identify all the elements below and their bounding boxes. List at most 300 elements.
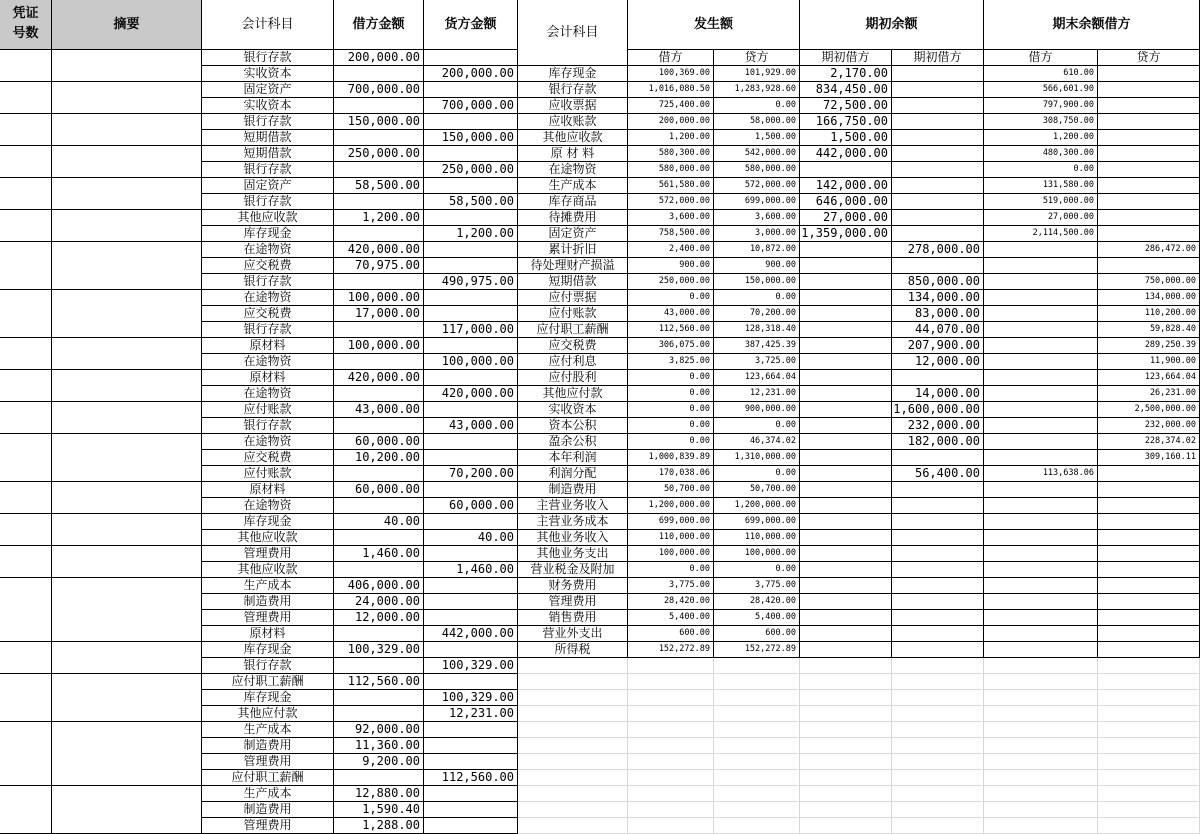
closing-credit-cell[interactable]: 11,900.00 bbox=[1098, 354, 1200, 370]
occ-credit-cell[interactable]: 0.00 bbox=[714, 562, 800, 578]
closing-debit-cell[interactable] bbox=[984, 546, 1098, 562]
left-account-cell[interactable]: 应交税费 bbox=[202, 258, 334, 274]
occ-credit-cell[interactable]: 542,000.00 bbox=[714, 146, 800, 162]
opening-debit-cell[interactable] bbox=[800, 642, 892, 658]
left-debit-cell[interactable]: 58,500.00 bbox=[334, 178, 424, 194]
right-account-cell[interactable]: 营业税金及附加 bbox=[518, 562, 628, 578]
opening-debit-cell[interactable] bbox=[800, 242, 892, 258]
right-account-cell[interactable]: 应付股利 bbox=[518, 370, 628, 386]
left-credit-cell[interactable]: 420,000.00 bbox=[424, 386, 518, 402]
left-account-cell[interactable]: 管理费用 bbox=[202, 610, 334, 626]
closing-debit-cell[interactable] bbox=[984, 274, 1098, 290]
closing-debit-cell[interactable] bbox=[984, 450, 1098, 466]
left-debit-cell[interactable] bbox=[334, 498, 424, 514]
left-credit-cell[interactable] bbox=[424, 210, 518, 226]
voucher-no-cell[interactable] bbox=[0, 578, 52, 642]
empty-cell[interactable] bbox=[518, 706, 628, 722]
summary-cell[interactable] bbox=[52, 578, 202, 642]
closing-debit-cell[interactable] bbox=[984, 610, 1098, 626]
opening-debit-cell[interactable]: 442,000.00 bbox=[800, 146, 892, 162]
occ-credit-cell[interactable]: 699,000.00 bbox=[714, 194, 800, 210]
left-debit-cell[interactable]: 40.00 bbox=[334, 514, 424, 530]
empty-cell[interactable] bbox=[1098, 722, 1200, 738]
closing-credit-cell[interactable]: 750,000.00 bbox=[1098, 274, 1200, 290]
voucher-no-cell[interactable] bbox=[0, 546, 52, 578]
left-credit-cell[interactable] bbox=[424, 178, 518, 194]
occ-credit-cell[interactable]: 0.00 bbox=[714, 98, 800, 114]
empty-cell[interactable] bbox=[892, 722, 984, 738]
occ-credit-cell[interactable]: 152,272.89 bbox=[714, 642, 800, 658]
left-debit-cell[interactable]: 420,000.00 bbox=[334, 370, 424, 386]
closing-credit-cell[interactable] bbox=[1098, 210, 1200, 226]
occ-debit-cell[interactable]: 0.00 bbox=[628, 562, 714, 578]
left-credit-cell[interactable] bbox=[424, 450, 518, 466]
opening-debit-cell[interactable]: 72,500.00 bbox=[800, 98, 892, 114]
left-account-cell[interactable]: 库存现金 bbox=[202, 642, 334, 658]
closing-debit-cell[interactable]: 308,750.00 bbox=[984, 114, 1098, 130]
summary-cell[interactable] bbox=[52, 210, 202, 242]
closing-debit-cell[interactable]: 27,000.00 bbox=[984, 210, 1098, 226]
empty-cell[interactable] bbox=[800, 770, 892, 786]
opening-credit-cell[interactable]: 207,900.00 bbox=[892, 338, 984, 354]
opening-credit-cell[interactable] bbox=[892, 578, 984, 594]
empty-cell[interactable] bbox=[1098, 690, 1200, 706]
occ-credit-cell[interactable]: 46,374.02 bbox=[714, 434, 800, 450]
closing-credit-cell[interactable]: 123,664.04 bbox=[1098, 370, 1200, 386]
closing-debit-cell[interactable] bbox=[984, 242, 1098, 258]
summary-cell[interactable] bbox=[52, 50, 202, 82]
empty-cell[interactable] bbox=[892, 802, 984, 818]
voucher-no-cell[interactable] bbox=[0, 434, 52, 482]
right-account-cell[interactable]: 待摊费用 bbox=[518, 210, 628, 226]
summary-cell[interactable] bbox=[52, 546, 202, 578]
left-debit-cell[interactable] bbox=[334, 706, 424, 722]
left-account-cell[interactable]: 应交税费 bbox=[202, 450, 334, 466]
left-credit-cell[interactable] bbox=[424, 594, 518, 610]
left-debit-cell[interactable]: 17,000.00 bbox=[334, 306, 424, 322]
right-account-cell[interactable]: 其他应付款 bbox=[518, 386, 628, 402]
closing-credit-cell[interactable]: 309,160.11 bbox=[1098, 450, 1200, 466]
opening-credit-cell[interactable]: 134,000.00 bbox=[892, 290, 984, 306]
empty-cell[interactable] bbox=[714, 722, 800, 738]
empty-cell[interactable] bbox=[1098, 674, 1200, 690]
closing-debit-cell[interactable] bbox=[984, 530, 1098, 546]
left-account-cell[interactable]: 管理费用 bbox=[202, 818, 334, 834]
occ-debit-cell[interactable]: 600.00 bbox=[628, 626, 714, 642]
closing-credit-cell[interactable] bbox=[1098, 146, 1200, 162]
occ-debit-cell[interactable]: 112,560.00 bbox=[628, 322, 714, 338]
right-account-cell[interactable]: 应收账款 bbox=[518, 114, 628, 130]
left-account-cell[interactable]: 制造费用 bbox=[202, 738, 334, 754]
opening-credit-cell[interactable] bbox=[892, 162, 984, 178]
empty-cell[interactable] bbox=[628, 690, 714, 706]
voucher-no-cell[interactable] bbox=[0, 786, 52, 834]
empty-cell[interactable] bbox=[1098, 802, 1200, 818]
opening-credit-cell[interactable] bbox=[892, 562, 984, 578]
closing-credit-cell[interactable]: 228,374.02 bbox=[1098, 434, 1200, 450]
right-account-cell[interactable]: 营业外支出 bbox=[518, 626, 628, 642]
opening-debit-cell[interactable]: 142,000.00 bbox=[800, 178, 892, 194]
left-debit-cell[interactable] bbox=[334, 530, 424, 546]
empty-cell[interactable] bbox=[714, 770, 800, 786]
right-account-cell[interactable]: 库存商品 bbox=[518, 194, 628, 210]
empty-cell[interactable] bbox=[984, 754, 1098, 770]
left-credit-cell[interactable] bbox=[424, 546, 518, 562]
closing-debit-cell[interactable] bbox=[984, 562, 1098, 578]
occ-credit-cell[interactable]: 1,200,000.00 bbox=[714, 498, 800, 514]
right-account-cell[interactable]: 应付票据 bbox=[518, 290, 628, 306]
closing-credit-cell[interactable]: 232,000.00 bbox=[1098, 418, 1200, 434]
right-account-cell[interactable]: 库存现金 bbox=[518, 66, 628, 82]
voucher-no-cell[interactable] bbox=[0, 178, 52, 210]
opening-debit-cell[interactable]: 2,170.00 bbox=[800, 66, 892, 82]
left-credit-cell[interactable]: 40.00 bbox=[424, 530, 518, 546]
left-debit-cell[interactable] bbox=[334, 274, 424, 290]
summary-cell[interactable] bbox=[52, 242, 202, 290]
left-debit-cell[interactable]: 60,000.00 bbox=[334, 434, 424, 450]
left-account-cell[interactable]: 其他应付款 bbox=[202, 706, 334, 722]
right-account-cell[interactable]: 应付账款 bbox=[518, 306, 628, 322]
left-account-cell[interactable]: 制造费用 bbox=[202, 802, 334, 818]
left-account-cell[interactable]: 银行存款 bbox=[202, 274, 334, 290]
empty-cell[interactable] bbox=[892, 754, 984, 770]
opening-credit-cell[interactable] bbox=[892, 130, 984, 146]
occ-debit-cell[interactable]: 900.00 bbox=[628, 258, 714, 274]
empty-cell[interactable] bbox=[800, 818, 892, 834]
left-account-cell[interactable]: 原材料 bbox=[202, 370, 334, 386]
occ-debit-cell[interactable]: 3,600.00 bbox=[628, 210, 714, 226]
empty-cell[interactable] bbox=[892, 818, 984, 834]
left-account-cell[interactable]: 银行存款 bbox=[202, 194, 334, 210]
empty-cell[interactable] bbox=[1098, 770, 1200, 786]
empty-cell[interactable] bbox=[628, 786, 714, 802]
occ-credit-cell[interactable]: 150,000.00 bbox=[714, 274, 800, 290]
summary-cell[interactable] bbox=[52, 82, 202, 114]
left-account-cell[interactable]: 生产成本 bbox=[202, 722, 334, 738]
empty-cell[interactable] bbox=[518, 690, 628, 706]
opening-debit-cell[interactable] bbox=[800, 466, 892, 482]
empty-cell[interactable] bbox=[984, 674, 1098, 690]
opening-debit-cell[interactable]: 646,000.00 bbox=[800, 194, 892, 210]
left-credit-cell[interactable] bbox=[424, 114, 518, 130]
empty-cell[interactable] bbox=[1098, 786, 1200, 802]
left-account-cell[interactable]: 短期借款 bbox=[202, 146, 334, 162]
summary-cell[interactable] bbox=[52, 642, 202, 674]
occ-debit-cell[interactable]: 758,500.00 bbox=[628, 226, 714, 242]
left-debit-cell[interactable]: 100,000.00 bbox=[334, 290, 424, 306]
left-credit-cell[interactable]: 112,560.00 bbox=[424, 770, 518, 786]
right-account-cell[interactable]: 生产成本 bbox=[518, 178, 628, 194]
left-debit-cell[interactable]: 12,000.00 bbox=[334, 610, 424, 626]
left-account-cell[interactable]: 在途物资 bbox=[202, 290, 334, 306]
opening-debit-cell[interactable]: 1,500.00 bbox=[800, 130, 892, 146]
opening-debit-cell[interactable] bbox=[800, 354, 892, 370]
opening-credit-cell[interactable]: 182,000.00 bbox=[892, 434, 984, 450]
left-credit-cell[interactable] bbox=[424, 514, 518, 530]
left-credit-cell[interactable] bbox=[424, 242, 518, 258]
left-credit-cell[interactable]: 60,000.00 bbox=[424, 498, 518, 514]
opening-debit-cell[interactable] bbox=[800, 578, 892, 594]
opening-debit-cell[interactable] bbox=[800, 322, 892, 338]
opening-debit-cell[interactable] bbox=[800, 626, 892, 642]
left-credit-cell[interactable] bbox=[424, 642, 518, 658]
left-credit-cell[interactable] bbox=[424, 146, 518, 162]
empty-cell[interactable] bbox=[518, 658, 628, 674]
opening-credit-cell[interactable] bbox=[892, 482, 984, 498]
closing-credit-cell[interactable] bbox=[1098, 642, 1200, 658]
left-credit-cell[interactable] bbox=[424, 82, 518, 98]
right-account-cell[interactable]: 盈余公积 bbox=[518, 434, 628, 450]
empty-cell[interactable] bbox=[892, 690, 984, 706]
left-credit-cell[interactable] bbox=[424, 610, 518, 626]
empty-cell[interactable] bbox=[714, 738, 800, 754]
occ-debit-cell[interactable]: 1,016,080.50 bbox=[628, 82, 714, 98]
closing-debit-cell[interactable] bbox=[984, 594, 1098, 610]
left-debit-cell[interactable] bbox=[334, 130, 424, 146]
left-credit-cell[interactable] bbox=[424, 370, 518, 386]
occ-debit-cell[interactable]: 0.00 bbox=[628, 434, 714, 450]
opening-credit-cell[interactable] bbox=[892, 370, 984, 386]
closing-debit-cell[interactable]: 610.00 bbox=[984, 66, 1098, 82]
voucher-no-cell[interactable] bbox=[0, 482, 52, 514]
left-debit-cell[interactable] bbox=[334, 354, 424, 370]
left-credit-cell[interactable]: 150,000.00 bbox=[424, 130, 518, 146]
summary-cell[interactable] bbox=[52, 146, 202, 178]
closing-debit-cell[interactable] bbox=[984, 578, 1098, 594]
left-account-cell[interactable]: 应付账款 bbox=[202, 402, 334, 418]
closing-debit-cell[interactable] bbox=[984, 482, 1098, 498]
empty-cell[interactable] bbox=[800, 754, 892, 770]
voucher-no-cell[interactable] bbox=[0, 242, 52, 290]
left-debit-cell[interactable] bbox=[334, 66, 424, 82]
empty-cell[interactable] bbox=[892, 674, 984, 690]
left-debit-cell[interactable] bbox=[334, 466, 424, 482]
opening-credit-cell[interactable] bbox=[892, 114, 984, 130]
left-credit-cell[interactable] bbox=[424, 290, 518, 306]
voucher-no-cell[interactable] bbox=[0, 642, 52, 674]
right-account-cell[interactable]: 其他业务收入 bbox=[518, 530, 628, 546]
closing-credit-cell[interactable]: 286,472.00 bbox=[1098, 242, 1200, 258]
left-credit-cell[interactable] bbox=[424, 786, 518, 802]
right-account-cell[interactable]: 销售费用 bbox=[518, 610, 628, 626]
opening-debit-cell[interactable]: 834,450.00 bbox=[800, 82, 892, 98]
closing-credit-cell[interactable] bbox=[1098, 498, 1200, 514]
left-account-cell[interactable]: 库存现金 bbox=[202, 690, 334, 706]
right-account-cell[interactable]: 主营业务收入 bbox=[518, 498, 628, 514]
opening-debit-cell[interactable] bbox=[800, 258, 892, 274]
empty-cell[interactable] bbox=[892, 706, 984, 722]
empty-cell[interactable] bbox=[628, 770, 714, 786]
closing-credit-cell[interactable] bbox=[1098, 194, 1200, 210]
occ-credit-cell[interactable]: 3,775.00 bbox=[714, 578, 800, 594]
empty-cell[interactable] bbox=[984, 658, 1098, 674]
empty-cell[interactable] bbox=[714, 818, 800, 834]
left-debit-cell[interactable]: 24,000.00 bbox=[334, 594, 424, 610]
occ-credit-cell[interactable]: 580,000.00 bbox=[714, 162, 800, 178]
opening-credit-cell[interactable] bbox=[892, 514, 984, 530]
closing-debit-cell[interactable] bbox=[984, 322, 1098, 338]
opening-credit-cell[interactable] bbox=[892, 626, 984, 642]
occ-debit-cell[interactable]: 3,775.00 bbox=[628, 578, 714, 594]
left-debit-cell[interactable]: 100,000.00 bbox=[334, 338, 424, 354]
left-account-cell[interactable]: 在途物资 bbox=[202, 242, 334, 258]
left-account-cell[interactable]: 制造费用 bbox=[202, 594, 334, 610]
occ-debit-cell[interactable]: 0.00 bbox=[628, 418, 714, 434]
opening-credit-cell[interactable] bbox=[892, 610, 984, 626]
occ-credit-cell[interactable]: 699,000.00 bbox=[714, 514, 800, 530]
empty-cell[interactable] bbox=[800, 706, 892, 722]
left-debit-cell[interactable] bbox=[334, 98, 424, 114]
left-debit-cell[interactable] bbox=[334, 386, 424, 402]
left-debit-cell[interactable] bbox=[334, 770, 424, 786]
left-debit-cell[interactable]: 112,560.00 bbox=[334, 674, 424, 690]
occ-debit-cell[interactable]: 50,700.00 bbox=[628, 482, 714, 498]
left-credit-cell[interactable]: 1,460.00 bbox=[424, 562, 518, 578]
right-account-cell[interactable]: 利润分配 bbox=[518, 466, 628, 482]
left-account-cell[interactable]: 在途物资 bbox=[202, 498, 334, 514]
closing-debit-cell[interactable] bbox=[984, 418, 1098, 434]
occ-debit-cell[interactable]: 699,000.00 bbox=[628, 514, 714, 530]
voucher-no-cell[interactable] bbox=[0, 514, 52, 546]
left-account-cell[interactable]: 应付账款 bbox=[202, 466, 334, 482]
left-account-cell[interactable]: 生产成本 bbox=[202, 786, 334, 802]
empty-cell[interactable] bbox=[800, 658, 892, 674]
opening-debit-cell[interactable] bbox=[800, 274, 892, 290]
empty-cell[interactable] bbox=[714, 786, 800, 802]
occ-debit-cell[interactable]: 725,400.00 bbox=[628, 98, 714, 114]
right-account-cell[interactable]: 在途物资 bbox=[518, 162, 628, 178]
voucher-no-cell[interactable] bbox=[0, 82, 52, 114]
opening-credit-cell[interactable] bbox=[892, 178, 984, 194]
closing-credit-cell[interactable] bbox=[1098, 178, 1200, 194]
empty-cell[interactable] bbox=[984, 786, 1098, 802]
right-account-cell[interactable]: 应收票据 bbox=[518, 98, 628, 114]
left-account-cell[interactable]: 银行存款 bbox=[202, 50, 334, 66]
empty-cell[interactable] bbox=[1098, 706, 1200, 722]
left-account-cell[interactable]: 原材料 bbox=[202, 626, 334, 642]
right-account-cell[interactable]: 所得税 bbox=[518, 642, 628, 658]
voucher-no-cell[interactable] bbox=[0, 210, 52, 242]
right-account-cell[interactable]: 主营业务成本 bbox=[518, 514, 628, 530]
left-debit-cell[interactable]: 9,200.00 bbox=[334, 754, 424, 770]
opening-debit-cell[interactable] bbox=[800, 498, 892, 514]
opening-credit-cell[interactable]: 850,000.00 bbox=[892, 274, 984, 290]
empty-cell[interactable] bbox=[892, 658, 984, 674]
right-account-cell[interactable]: 其他应收款 bbox=[518, 130, 628, 146]
occ-credit-cell[interactable]: 101,929.00 bbox=[714, 66, 800, 82]
closing-credit-cell[interactable] bbox=[1098, 466, 1200, 482]
empty-cell[interactable] bbox=[628, 674, 714, 690]
voucher-no-cell[interactable] bbox=[0, 114, 52, 146]
right-account-cell[interactable]: 应交税费 bbox=[518, 338, 628, 354]
closing-credit-cell[interactable] bbox=[1098, 66, 1200, 82]
left-debit-cell[interactable]: 10,200.00 bbox=[334, 450, 424, 466]
summary-cell[interactable] bbox=[52, 290, 202, 338]
right-account-cell[interactable]: 应付职工薪酬 bbox=[518, 322, 628, 338]
occ-credit-cell[interactable]: 110,000.00 bbox=[714, 530, 800, 546]
closing-debit-cell[interactable] bbox=[984, 338, 1098, 354]
left-debit-cell[interactable]: 1,200.00 bbox=[334, 210, 424, 226]
empty-cell[interactable] bbox=[800, 738, 892, 754]
closing-credit-cell[interactable]: 110,200.00 bbox=[1098, 306, 1200, 322]
left-account-cell[interactable]: 管理费用 bbox=[202, 546, 334, 562]
closing-credit-cell[interactable] bbox=[1098, 514, 1200, 530]
closing-debit-cell[interactable] bbox=[984, 370, 1098, 386]
closing-credit-cell[interactable] bbox=[1098, 610, 1200, 626]
occ-credit-cell[interactable]: 1,283,928.60 bbox=[714, 82, 800, 98]
opening-debit-cell[interactable] bbox=[800, 594, 892, 610]
empty-cell[interactable] bbox=[984, 770, 1098, 786]
left-credit-cell[interactable] bbox=[424, 402, 518, 418]
left-credit-cell[interactable]: 117,000.00 bbox=[424, 322, 518, 338]
opening-debit-cell[interactable] bbox=[800, 482, 892, 498]
voucher-no-cell[interactable] bbox=[0, 146, 52, 178]
occ-credit-cell[interactable]: 50,700.00 bbox=[714, 482, 800, 498]
closing-debit-cell[interactable] bbox=[984, 626, 1098, 642]
right-account-cell[interactable]: 银行存款 bbox=[518, 82, 628, 98]
left-credit-cell[interactable] bbox=[424, 50, 518, 66]
closing-debit-cell[interactable] bbox=[984, 258, 1098, 274]
closing-credit-cell[interactable]: 289,250.39 bbox=[1098, 338, 1200, 354]
opening-debit-cell[interactable]: 27,000.00 bbox=[800, 210, 892, 226]
occ-credit-cell[interactable]: 900,000.00 bbox=[714, 402, 800, 418]
left-credit-cell[interactable]: 250,000.00 bbox=[424, 162, 518, 178]
left-credit-cell[interactable]: 70,200.00 bbox=[424, 466, 518, 482]
summary-cell[interactable] bbox=[52, 370, 202, 402]
occ-credit-cell[interactable]: 5,400.00 bbox=[714, 610, 800, 626]
left-credit-cell[interactable] bbox=[424, 674, 518, 690]
left-credit-cell[interactable]: 12,231.00 bbox=[424, 706, 518, 722]
closing-debit-cell[interactable] bbox=[984, 290, 1098, 306]
occ-credit-cell[interactable]: 1,500.00 bbox=[714, 130, 800, 146]
closing-debit-cell[interactable] bbox=[984, 386, 1098, 402]
closing-debit-cell[interactable] bbox=[984, 642, 1098, 658]
empty-cell[interactable] bbox=[1098, 754, 1200, 770]
closing-credit-cell[interactable] bbox=[1098, 98, 1200, 114]
opening-credit-cell[interactable] bbox=[892, 210, 984, 226]
occ-credit-cell[interactable]: 58,000.00 bbox=[714, 114, 800, 130]
opening-credit-cell[interactable] bbox=[892, 146, 984, 162]
left-debit-cell[interactable] bbox=[334, 194, 424, 210]
closing-credit-cell[interactable] bbox=[1098, 130, 1200, 146]
closing-debit-cell[interactable] bbox=[984, 434, 1098, 450]
closing-debit-cell[interactable]: 131,580.00 bbox=[984, 178, 1098, 194]
summary-cell[interactable] bbox=[52, 178, 202, 210]
closing-credit-cell[interactable] bbox=[1098, 530, 1200, 546]
left-credit-cell[interactable]: 100,329.00 bbox=[424, 690, 518, 706]
left-credit-cell[interactable]: 700,000.00 bbox=[424, 98, 518, 114]
occ-credit-cell[interactable]: 10,872.00 bbox=[714, 242, 800, 258]
opening-credit-cell[interactable] bbox=[892, 498, 984, 514]
occ-debit-cell[interactable]: 28,420.00 bbox=[628, 594, 714, 610]
occ-credit-cell[interactable]: 1,310,000.00 bbox=[714, 450, 800, 466]
left-debit-cell[interactable] bbox=[334, 418, 424, 434]
right-account-cell[interactable]: 固定资产 bbox=[518, 226, 628, 242]
occ-credit-cell[interactable]: 3,000.00 bbox=[714, 226, 800, 242]
right-account-cell[interactable]: 应付利息 bbox=[518, 354, 628, 370]
occ-debit-cell[interactable]: 580,300.00 bbox=[628, 146, 714, 162]
empty-cell[interactable] bbox=[714, 690, 800, 706]
left-credit-cell[interactable] bbox=[424, 722, 518, 738]
closing-debit-cell[interactable] bbox=[984, 498, 1098, 514]
empty-cell[interactable] bbox=[518, 786, 628, 802]
summary-cell[interactable] bbox=[52, 114, 202, 146]
occ-debit-cell[interactable]: 580,000.00 bbox=[628, 162, 714, 178]
right-account-cell[interactable]: 本年利润 bbox=[518, 450, 628, 466]
left-debit-cell[interactable]: 250,000.00 bbox=[334, 146, 424, 162]
occ-debit-cell[interactable]: 200,000.00 bbox=[628, 114, 714, 130]
empty-cell[interactable] bbox=[800, 722, 892, 738]
